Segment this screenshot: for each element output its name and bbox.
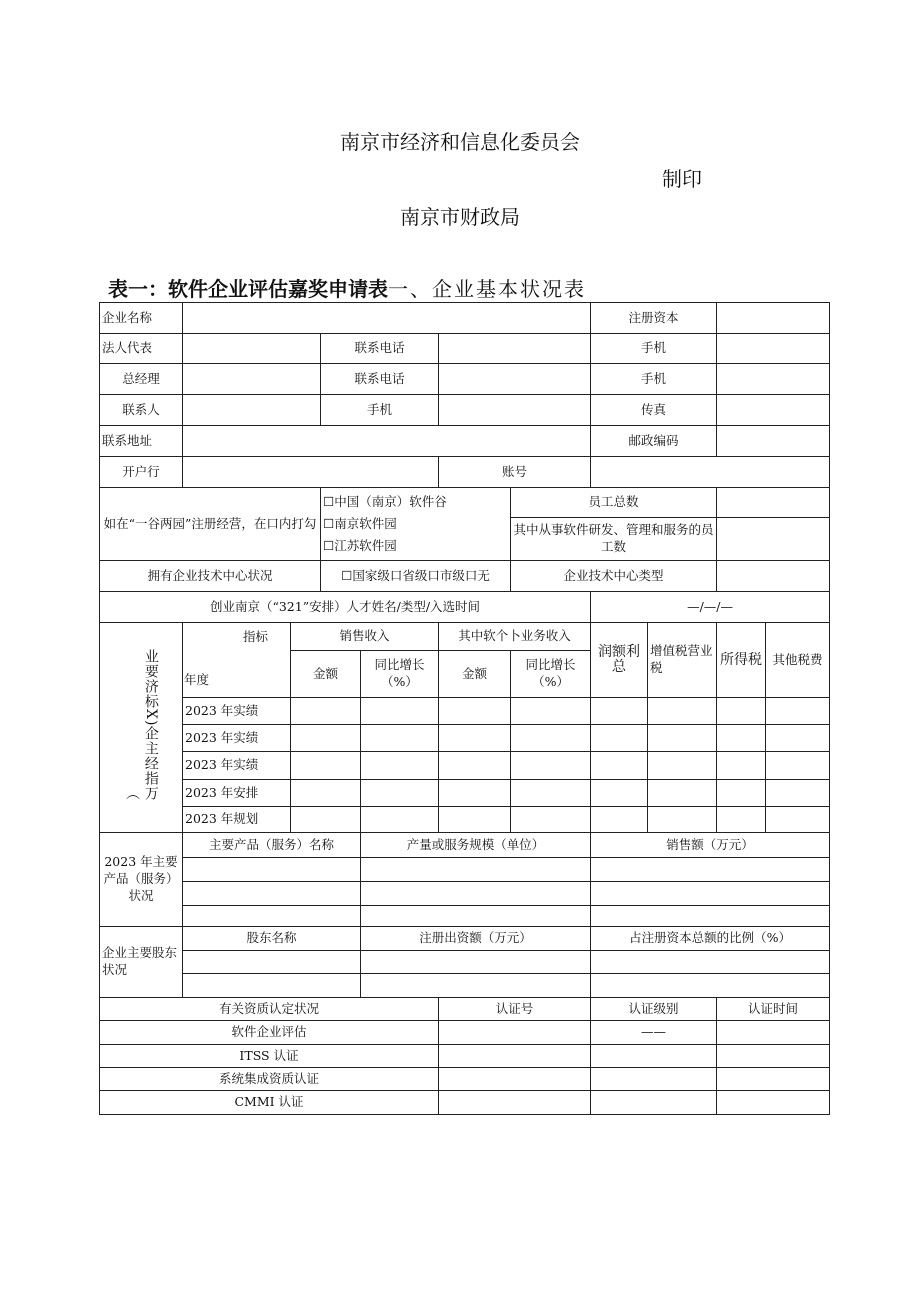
input-address[interactable] [183,426,591,457]
checkbox-software-valley[interactable]: ☐中国（南京）软件谷 [323,494,447,509]
label-company-name: 企业名称 [100,303,183,334]
cell[interactable] [591,974,830,998]
cell[interactable] [291,807,361,833]
cell[interactable] [591,951,830,974]
cell[interactable] [361,807,439,833]
label-contact: 联系人 [100,395,183,426]
checkbox-jiangsu-park[interactable]: ☐江苏软件园 [323,538,397,553]
cell[interactable] [648,725,717,752]
econ-row-label: 2023 年安排 [183,780,291,807]
cell[interactable] [766,752,830,780]
econ-row-label: 2023 年实绩 [183,698,291,725]
label-address: 联系地址 [100,426,183,457]
header-sw-amount: 金额 [439,651,511,698]
cell[interactable] [766,807,830,833]
cell[interactable] [717,698,766,725]
park-options [321,488,511,561]
input-account[interactable] [591,457,830,488]
cell[interactable] [766,725,830,752]
input-gm-phone[interactable] [439,364,591,395]
cell[interactable] [648,807,717,833]
cell[interactable] [717,807,766,833]
header-product-sales: 销售额（万元） [591,833,830,858]
cell[interactable] [291,725,361,752]
label-legal-rep: 法人代表 [100,334,183,364]
cell[interactable] [183,906,361,927]
label-talent: 创业南京（“321”安排）人才姓名/类型/入选时间 [100,592,591,623]
cell[interactable] [717,725,766,752]
cell[interactable] [717,1091,830,1115]
cell[interactable] [591,858,830,882]
header-indicator-year [183,623,291,698]
issuer-suffix: 制印 [662,167,702,191]
cell[interactable] [361,906,591,927]
cell[interactable] [591,882,830,906]
input-mobile[interactable] [717,334,830,364]
header-cert-no: 认证号 [439,998,591,1021]
input-registered-capital[interactable] [717,303,830,334]
cell[interactable] [591,752,648,780]
header-qualification: 有关资质认定状况 [100,998,439,1021]
input-staff-software[interactable] [717,518,830,561]
label-indicator: 指标 [242,629,268,644]
header-sales: 销售收入 [291,623,439,651]
cell[interactable] [591,780,648,807]
header-income-tax: 所得税 [717,623,766,698]
header-contribution: 注册出资额（万元） [361,927,591,951]
cell[interactable] [717,752,766,780]
header-product-name: 主要产品（服务）名称 [183,833,361,858]
input-gm[interactable] [183,364,321,395]
input-contact[interactable] [183,395,321,426]
header-vat: 增值税营业税 [648,623,717,698]
cell[interactable] [591,698,648,725]
cell[interactable] [439,780,511,807]
econ-row-label: 2023 年规划 [183,807,291,833]
qual-row-label: ITSS 认证 [100,1045,439,1068]
econ-side-label [100,623,183,833]
cell[interactable] [648,698,717,725]
input-legal-rep[interactable] [183,334,321,364]
cell[interactable] [591,1091,717,1115]
qual-row-label: 系统集成资质认证 [100,1068,439,1091]
header-product-scale: 产量或服务规模（单位） [361,833,591,858]
label-phone: 联系电话 [321,334,439,364]
tech-center-options[interactable]: ☐国家级口省级口市级口无 [321,561,511,592]
input-contact-mobile[interactable] [439,395,591,426]
cell[interactable] [439,752,511,780]
cell[interactable] [361,698,439,725]
header-sw-yoy: 同比增长（%） [511,651,591,698]
cell[interactable] [439,1068,591,1091]
cell[interactable] [439,807,511,833]
form-title-sub: 一、企业基本状况表 [388,277,586,301]
cell[interactable] [591,725,648,752]
header-profit: 润额利总 [591,623,648,698]
label-account: 账号 [439,457,591,488]
label-gm: 总经理 [100,364,183,395]
header-cert-level: 认证级别 [591,998,717,1021]
input-fax[interactable] [717,395,830,426]
issuer-1: 南京市经济和信息化委员会 [340,130,580,154]
cell[interactable] [361,882,591,906]
cell[interactable] [439,1091,591,1115]
label-mobile: 手机 [591,334,717,364]
input-tech-type[interactable] [717,561,830,592]
cell[interactable] [511,725,591,752]
cell[interactable] [439,698,511,725]
cell[interactable] [291,698,361,725]
cell[interactable] [291,752,361,780]
econ-side-text: 业要济标X)企主经指万 [142,648,159,802]
cell[interactable] [183,951,361,974]
form-title [108,273,586,302]
cell[interactable] [291,780,361,807]
cell[interactable] [648,780,717,807]
label-tech-type: 企业技术中心类型 [511,561,717,592]
header-share-ratio: 占注册资本总额的比例（%） [591,927,830,951]
header-cert-time: 认证时间 [717,998,830,1021]
cell[interactable] [591,906,830,927]
cell[interactable] [183,858,361,882]
cell[interactable] [511,698,591,725]
header-other-tax: 其他税费 [766,623,830,698]
cell[interactable] [766,780,830,807]
cell[interactable] [361,725,439,752]
cell[interactable] [183,974,361,998]
cell[interactable] [511,807,591,833]
cell[interactable] [511,752,591,780]
cell[interactable] [361,951,591,974]
qual-row-label: CMMI 认证 [100,1091,439,1115]
label-staff-total: 员工总数 [511,488,717,518]
label-gm-mobile: 手机 [591,364,717,395]
cell[interactable] [361,780,439,807]
form-title-main: 表一：软件企业评估嘉奖申请表 [108,277,388,301]
label-year: 年度 [184,672,210,688]
econ-row-label: 2023 年实绩 [183,725,291,752]
cell[interactable] [439,1021,591,1045]
label-registered-capital: 注册资本 [591,303,717,334]
input-phone[interactable] [439,334,591,364]
cell[interactable] [717,1045,830,1068]
input-postcode[interactable] [717,426,830,457]
cell[interactable] [717,780,766,807]
input-company-name[interactable] [183,303,591,334]
cell[interactable] [591,1068,717,1091]
label-products: 2023 年主要产品（服务）状况 [100,833,183,927]
cell[interactable] [648,752,717,780]
cell[interactable] [766,698,830,725]
label-park: 如在“一谷两园”注册经营，在口内打勾 [100,488,321,561]
cell[interactable] [591,807,648,833]
cell[interactable] [717,1068,830,1091]
cell-level[interactable]: —— [591,1021,717,1045]
cell[interactable] [591,1045,717,1068]
cell[interactable] [361,752,439,780]
header-sales-amount: 金额 [291,651,361,698]
label-shareholders: 企业主要股东状况 [100,927,183,998]
cell[interactable] [361,974,591,998]
qual-row-label: 软件企业评估 [100,1021,439,1045]
checkbox-nanjing-park[interactable]: ☐南京软件园 [323,516,397,531]
label-tech-center: 拥有企业技术中心状况 [100,561,321,592]
input-gm-mobile[interactable] [717,364,830,395]
application-form-table [99,302,830,1115]
header-sales-yoy: 同比增长（%） [361,651,439,698]
cell[interactable] [717,1021,830,1045]
issuer-2: 南京市财政局 [400,205,520,229]
input-bank[interactable] [183,457,439,488]
cell[interactable] [439,1045,591,1068]
label-gm-phone: 联系电话 [321,364,439,395]
input-talent[interactable]: —/—/— [591,592,830,623]
header-shareholder-name: 股东名称 [183,927,361,951]
label-staff-software: 其中从事软件研发、管理和服务的员工数 [511,518,717,561]
cell[interactable] [439,725,511,752]
cell[interactable] [361,858,591,882]
cell[interactable] [511,780,591,807]
input-staff-total[interactable] [717,488,830,518]
label-postcode: 邮政编码 [591,426,717,457]
header-software-income: 其中软个卜业务收入 [439,623,591,651]
econ-row-label: 2023 年实绩 [183,752,291,780]
label-fax: 传真 [591,395,717,426]
econ-side-paren: （ [124,786,140,802]
label-bank: 开户行 [100,457,183,488]
label-contact-mobile: 手机 [321,395,439,426]
cell[interactable] [183,882,361,906]
